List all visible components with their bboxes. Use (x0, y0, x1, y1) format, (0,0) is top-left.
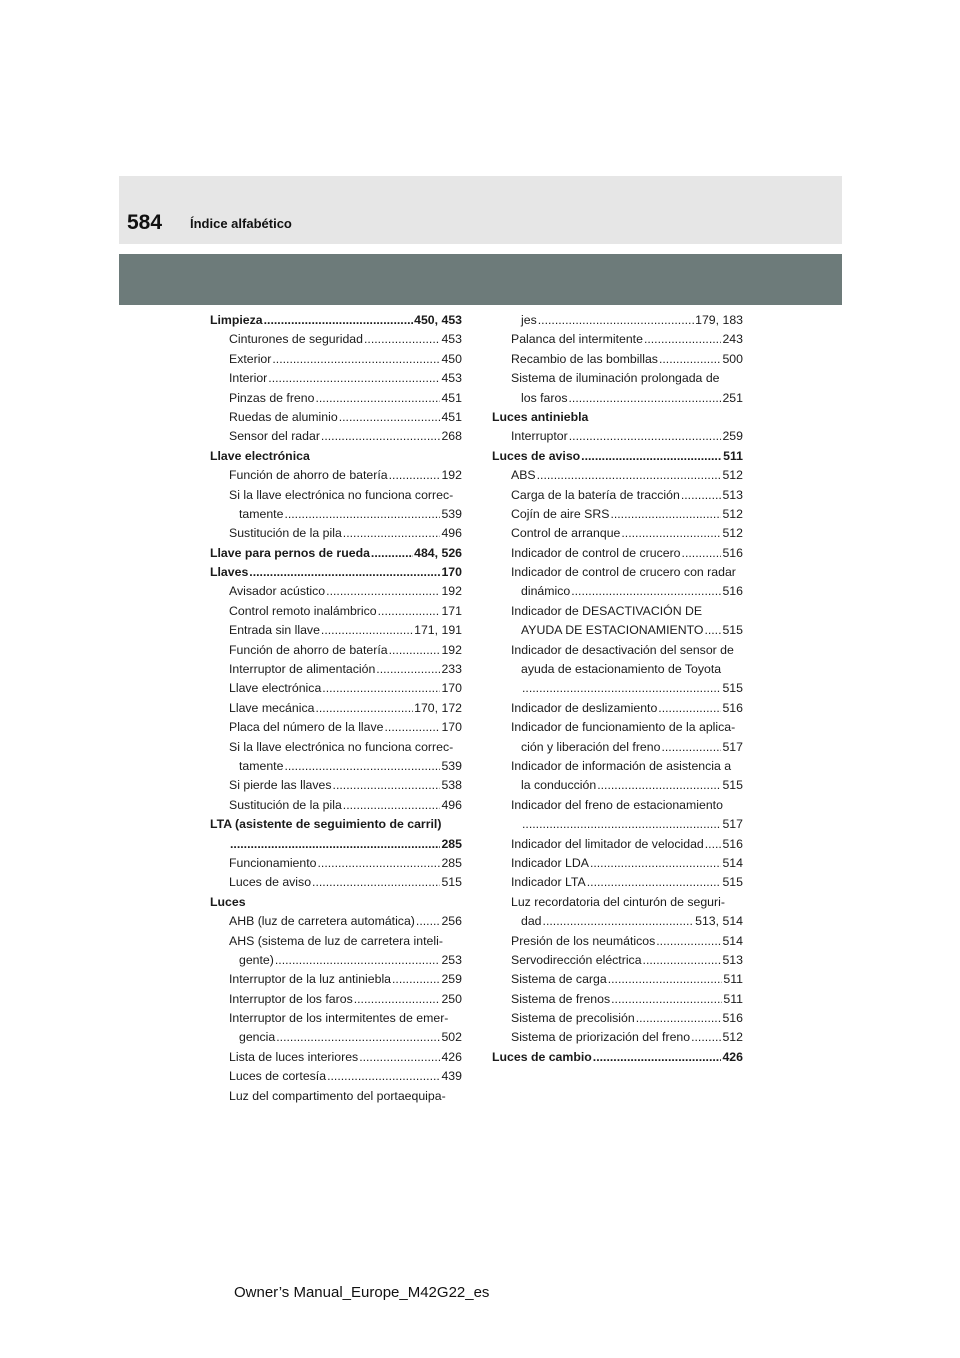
dot-leader (315, 699, 413, 718)
index-entry (492, 505, 743, 524)
index-entry-term: tamente (239, 758, 284, 773)
index-entry-page: 516 (722, 836, 743, 851)
index-entry-term: Función de ahorro de batería (229, 642, 388, 657)
index-entry (210, 1087, 462, 1106)
dot-leader (522, 815, 721, 834)
index-entry-term: Indicador del freno de estacionamiento (511, 797, 723, 812)
index-entry-term: dinámico (521, 584, 571, 599)
index-entry-term: Luces de cortesía (229, 1069, 327, 1084)
dot-leader (658, 699, 721, 718)
index-entry-page: 450, 453 (414, 313, 462, 327)
index-entry (210, 641, 462, 660)
index-entry (492, 660, 743, 679)
index-entry-term: AYUDA DE ESTACIONAMIENTO (521, 623, 704, 638)
dot-leader (571, 582, 721, 601)
index-entry-page: 512 (722, 468, 743, 483)
index-entry-page: 426 (722, 1049, 743, 1064)
index-entry-term: Indicador de DESACTIVACIÓN DE (511, 603, 703, 618)
index-entry (210, 447, 462, 466)
index-column-left (210, 311, 462, 1106)
index-entry (210, 912, 462, 931)
index-entry-term: Luz del compartimento del portaequipa- (229, 1088, 446, 1103)
index-entry (210, 815, 462, 834)
index-entry-page: 511 (723, 972, 743, 987)
index-entry (210, 602, 462, 621)
index-entry-term: Servodirección eléctrica (511, 952, 642, 967)
index-entry (210, 699, 462, 718)
index-entry (210, 408, 462, 427)
dot-leader (321, 621, 413, 640)
dot-leader (315, 389, 440, 408)
dot-leader (522, 679, 721, 698)
index-entry-page: 513, 514 (695, 914, 743, 929)
dot-leader (354, 990, 441, 1009)
dot-leader (312, 873, 440, 892)
index-entry-page: 502 (441, 1030, 462, 1045)
index-entry (492, 854, 743, 873)
index-entry-page: 515 (441, 875, 462, 890)
dot-leader (376, 660, 440, 679)
index-entry (210, 796, 462, 815)
index-entry (492, 330, 743, 349)
index-entry-term: Control remoto inalámbrico (229, 603, 377, 618)
index-entry-term: Luces de cambio (492, 1049, 592, 1064)
index-entry (210, 893, 462, 912)
index-entry-term: Sistema de iluminación prolongada de (511, 371, 720, 386)
index-entry-page: 514 (722, 855, 743, 870)
index-entry-page: 259 (441, 972, 462, 987)
index-entry-term: Indicador del limitador de velocidad (511, 836, 704, 851)
index-entry-page: 171, 191 (414, 623, 462, 638)
index-entry (492, 602, 743, 621)
index-entry-term: Indicador de información de asistencia a (511, 758, 732, 773)
index-entry-term: Exterior (229, 351, 272, 366)
index-entry-page: 516 (722, 1011, 743, 1026)
index-entry-page: 250 (441, 991, 462, 1006)
dot-leader (339, 408, 441, 427)
index-entry (492, 447, 743, 466)
dot-leader (318, 854, 441, 873)
index-entry (492, 1048, 743, 1067)
index-entry-term: Llave mecánica (229, 700, 315, 715)
index-entry-term: Sensor del radar (229, 429, 320, 444)
index-entry-term: Palanca del intermitente (511, 332, 643, 347)
index-entry (492, 970, 743, 989)
index-entry-page: 243 (722, 332, 743, 347)
index-entry (492, 524, 743, 543)
index-entry (492, 1028, 743, 1047)
section-title: Índice alfabético (190, 216, 292, 231)
index-entry (210, 854, 462, 873)
index-entry-term: Si la llave electrónica no funciona correc- (229, 739, 454, 754)
index-entry-term: Indicador de desactivación del sensor de (511, 642, 734, 657)
index-entry-term: AHB (luz de carretera automática) (229, 914, 415, 929)
dot-leader (538, 311, 694, 330)
index-entry (210, 582, 462, 601)
index-entry-page: 496 (441, 526, 462, 541)
dot-leader (359, 1048, 440, 1067)
index-entry (492, 873, 743, 892)
index-entry-term: Llave electrónica (229, 681, 322, 696)
index-entry-term: Lista de luces interiores (229, 1049, 359, 1064)
index-entry-page: 539 (441, 506, 462, 521)
index-entry-term: Control de arranque (511, 526, 621, 541)
index-entry-term: gencia (239, 1030, 276, 1045)
index-entry-page: 256 (441, 914, 462, 929)
index-entry-term: Sustitución de la pila (229, 526, 342, 541)
index-entry-page: 170, 172 (414, 700, 462, 715)
dot-leader (704, 621, 721, 640)
index-entry-page: 192 (441, 584, 462, 599)
index-entry-term: tamente (239, 506, 284, 521)
index-entry (210, 873, 462, 892)
index-entry (492, 738, 743, 757)
dot-leader (275, 951, 441, 970)
dot-leader (322, 679, 440, 698)
index-entry-page: 511 (723, 448, 743, 463)
dot-leader (569, 427, 722, 446)
dot-leader (385, 718, 441, 737)
dot-leader (705, 835, 722, 854)
index-entry-page: 285 (441, 855, 462, 870)
dot-leader (321, 427, 441, 446)
index-entry-term: Placa del número de la llave (229, 720, 384, 735)
index-entry (210, 660, 462, 679)
index-entry (210, 951, 462, 970)
index-entry-term: Indicador de funcionamiento de la aplica- (511, 720, 736, 735)
index-entry-page: 484, 526 (414, 545, 462, 560)
page-number: 584 (127, 211, 163, 234)
dot-leader (364, 330, 440, 349)
dot-leader (590, 854, 722, 873)
index-entry (492, 427, 743, 446)
dot-leader (416, 912, 441, 931)
index-column-right (492, 311, 743, 1067)
index-entry-term: LTA (asistente de seguimiento de carril) (210, 817, 442, 832)
index-entry (210, 563, 462, 582)
index-entry-term: Sistema de priorización del freno (511, 1030, 691, 1045)
index-entry-page: 515 (722, 778, 743, 793)
dot-leader (343, 524, 441, 543)
dot-leader (276, 1028, 440, 1047)
index-entry (210, 932, 462, 951)
index-entry (210, 544, 462, 563)
dot-leader (389, 466, 441, 485)
index-entry (492, 389, 743, 408)
index-entry-page: 439 (441, 1069, 462, 1084)
index-entry-term: Llave para pernos de rueda (210, 545, 370, 560)
index-entry (492, 796, 743, 815)
index-entry (210, 970, 462, 989)
index-entry (210, 776, 462, 795)
dot-leader (378, 602, 441, 621)
index-entry (492, 718, 743, 737)
index-entry-page: 515 (722, 681, 743, 696)
dot-leader (389, 641, 441, 660)
dot-leader (392, 970, 440, 989)
index-entry-term: Interruptor de alimentación (229, 662, 376, 677)
index-entry-term: Si pierde las llaves (229, 778, 332, 793)
dot-leader (537, 466, 722, 485)
index-entry-term: gente) (239, 952, 274, 967)
index-entry-term: ABS (511, 468, 536, 483)
index-entry-term: Luces de aviso (492, 448, 581, 463)
index-entry-page: 170 (441, 681, 462, 696)
dot-leader (284, 505, 440, 524)
header-band (119, 176, 842, 244)
index-entry-term: Entrada sin llave (229, 623, 320, 638)
index-entry-term: los faros (521, 390, 568, 405)
index-entry (210, 524, 462, 543)
index-entry-term: Interior (229, 371, 268, 386)
index-entry-page: 233 (441, 662, 462, 677)
index-entry-page: 179, 183 (695, 313, 743, 327)
index-entry-term: Carga de la batería de tracción (511, 487, 680, 502)
dot-leader (326, 582, 440, 601)
index-entry-term: Ruedas de aluminio (229, 409, 338, 424)
index-entry-page: 170 (441, 565, 462, 580)
index-entry-term: Indicador LTA (511, 875, 586, 890)
index-entry-page: 516 (722, 584, 743, 599)
dot-leader (593, 1048, 722, 1067)
index-entry-term: Cinturones de seguridad (229, 332, 363, 347)
index-entry (210, 427, 462, 446)
index-entry (210, 757, 462, 776)
index-entry-term: Luz recordatoria del cinturón de seguri- (511, 894, 725, 909)
index-entry-term: Sistema de precolisión (511, 1011, 635, 1026)
index-entry (492, 311, 743, 330)
index-entry-page: 512 (722, 1030, 743, 1045)
index-entry (210, 835, 462, 854)
index-entry-term: la conducción (521, 778, 597, 793)
index-entry (492, 408, 743, 427)
dot-leader (644, 330, 722, 349)
dot-leader (610, 505, 721, 524)
dot-leader (682, 544, 722, 563)
index-entry (492, 582, 743, 601)
index-entry (210, 505, 462, 524)
index-entry-page: 517 (722, 739, 743, 754)
index-entry-page: 511 (723, 991, 743, 1006)
index-entry-term: Indicador de deslizamiento (511, 700, 658, 715)
index-entry-term: Interruptor de los faros (229, 991, 353, 1006)
index-entry-page: 453 (441, 371, 462, 386)
dot-leader (611, 990, 722, 1009)
index-entry (210, 621, 462, 640)
index-entry (210, 679, 462, 698)
index-entry (210, 718, 462, 737)
index-entry-page: 513 (722, 487, 743, 502)
dot-leader (264, 311, 414, 330)
index-entry-page: 512 (722, 506, 743, 521)
dot-leader (661, 738, 721, 757)
index-entry-term: ayuda de estacionamiento de Toyota (521, 662, 722, 677)
index-entry-term: Luces de aviso (229, 875, 312, 890)
index-entry-page: 515 (722, 875, 743, 890)
index-entry (210, 486, 462, 505)
index-entry-term: Luces (210, 894, 246, 909)
index-entry-term: Limpieza (210, 313, 263, 327)
index-entry (492, 679, 743, 698)
index-entry (492, 544, 743, 563)
dot-leader (636, 1009, 722, 1028)
index-entry (210, 389, 462, 408)
index-entry-term: Luces antiniebla (492, 409, 589, 424)
dot-leader (581, 447, 722, 466)
index-entry-page: 285 (441, 836, 462, 851)
index-entry-page: 251 (722, 390, 743, 405)
index-entry-term: jes (521, 313, 537, 327)
index-entry (210, 466, 462, 485)
dot-leader (333, 776, 441, 795)
index-entry-page: 517 (722, 817, 743, 832)
dot-leader (230, 835, 440, 854)
section-banner (119, 254, 842, 305)
index-entry-page: 512 (722, 526, 743, 541)
dot-leader (643, 951, 722, 970)
index-entry-term: Función de ahorro de batería (229, 468, 388, 483)
index-entry (210, 1048, 462, 1067)
index-entry-page: 451 (441, 409, 462, 424)
index-entry (492, 990, 743, 1009)
index-entry (210, 738, 462, 757)
index-entry-page: 253 (441, 952, 462, 967)
dot-leader (691, 1028, 721, 1047)
index-entry-page: 515 (722, 623, 743, 638)
index-entry (210, 369, 462, 388)
index-entry-page: 451 (441, 390, 462, 405)
index-entry-page: 514 (722, 933, 743, 948)
index-entry (492, 932, 743, 951)
index-entry-page: 516 (722, 700, 743, 715)
dot-leader (587, 873, 722, 892)
dot-leader (284, 757, 440, 776)
index-entry-term: Sustitución de la pila (229, 797, 342, 812)
index-entry (492, 815, 743, 834)
index-entry (492, 951, 743, 970)
index-entry (492, 621, 743, 640)
index-entry (492, 641, 743, 660)
index-entry (492, 835, 743, 854)
dot-leader (597, 776, 721, 795)
dot-leader (659, 350, 722, 369)
index-entry-page: 426 (441, 1049, 462, 1064)
index-entry (492, 350, 743, 369)
index-entry-term: Indicador de control de crucero con radar (511, 565, 736, 580)
index-entry (210, 1009, 462, 1028)
index-entry (492, 776, 743, 795)
dot-leader (327, 1067, 440, 1086)
dot-leader (681, 486, 722, 505)
index-entry-term: Funcionamiento (229, 855, 317, 870)
index-entry-page: 516 (722, 545, 743, 560)
index-entry (210, 1067, 462, 1086)
index-entry-term: Interruptor (511, 429, 568, 444)
index-entry-term: Avisador acústico (229, 584, 326, 599)
dot-leader (268, 369, 440, 388)
index-entry (492, 699, 743, 718)
index-entry-page: 453 (441, 332, 462, 347)
index-entry-term: Recambio de las bombillas (511, 351, 658, 366)
index-entry (492, 893, 743, 912)
dot-leader (621, 524, 721, 543)
index-entry (492, 757, 743, 776)
index-entry-page: 450 (441, 351, 462, 366)
index-entry-page: 171 (441, 603, 462, 618)
index-entry-term: Interruptor de la luz antiniebla (229, 972, 392, 987)
index-entry-term: Indicador de control de crucero (511, 545, 681, 560)
index-entry-page: 513 (722, 952, 743, 967)
index-entry-term: Sistema de frenos (511, 991, 611, 1006)
index-entry (210, 350, 462, 369)
index-entry (210, 330, 462, 349)
dot-leader (272, 350, 440, 369)
index-entry-term: Pinzas de freno (229, 390, 315, 405)
index-entry-term: dad (521, 914, 542, 929)
index-entry (492, 1009, 743, 1028)
index-entry-term: ción y liberación del freno (521, 739, 661, 754)
index-entry (492, 563, 743, 582)
index-entry-page: 192 (441, 468, 462, 483)
index-entry-term: Presión de los neumáticos (511, 933, 656, 948)
dot-leader (249, 563, 440, 582)
index-entry-term: Cojín de aire SRS (511, 506, 610, 521)
dot-leader (371, 544, 413, 563)
index-entry (492, 912, 743, 931)
footer-manual-id: Owner’s Manual_Europe_M42G22_es (234, 1284, 490, 1301)
index-entry (210, 990, 462, 1009)
index-entry-term: Si la llave electrónica no funciona correc- (229, 487, 454, 502)
index-entry-page: 268 (441, 429, 462, 444)
dot-leader (543, 912, 695, 931)
index-entry-page: 170 (441, 720, 462, 735)
dot-leader (608, 970, 723, 989)
index-entry-page: 496 (441, 797, 462, 812)
index-entry (492, 466, 743, 485)
index-entry-term: Llaves (210, 565, 249, 580)
index-entry (492, 486, 743, 505)
dot-leader (343, 796, 441, 815)
index-entry-page: 500 (722, 351, 743, 366)
index-entry-page: 192 (441, 642, 462, 657)
index-entry-page: 538 (441, 778, 462, 793)
index-entry (210, 311, 462, 330)
index-entry-page: 539 (441, 758, 462, 773)
index-entry (210, 1028, 462, 1047)
index-entry (492, 369, 743, 388)
index-entry-term: AHS (sistema de luz de carretera inteli- (229, 933, 443, 948)
index-entry-term: Interruptor de los intermitentes de emer- (229, 1011, 449, 1026)
dot-leader (656, 932, 721, 951)
index-entry-term: Sistema de carga (511, 972, 607, 987)
dot-leader (568, 389, 721, 408)
index-entry-term: Llave electrónica (210, 448, 310, 463)
index-entry-page: 259 (722, 429, 743, 444)
index-entry-term: Indicador LDA (511, 855, 589, 870)
